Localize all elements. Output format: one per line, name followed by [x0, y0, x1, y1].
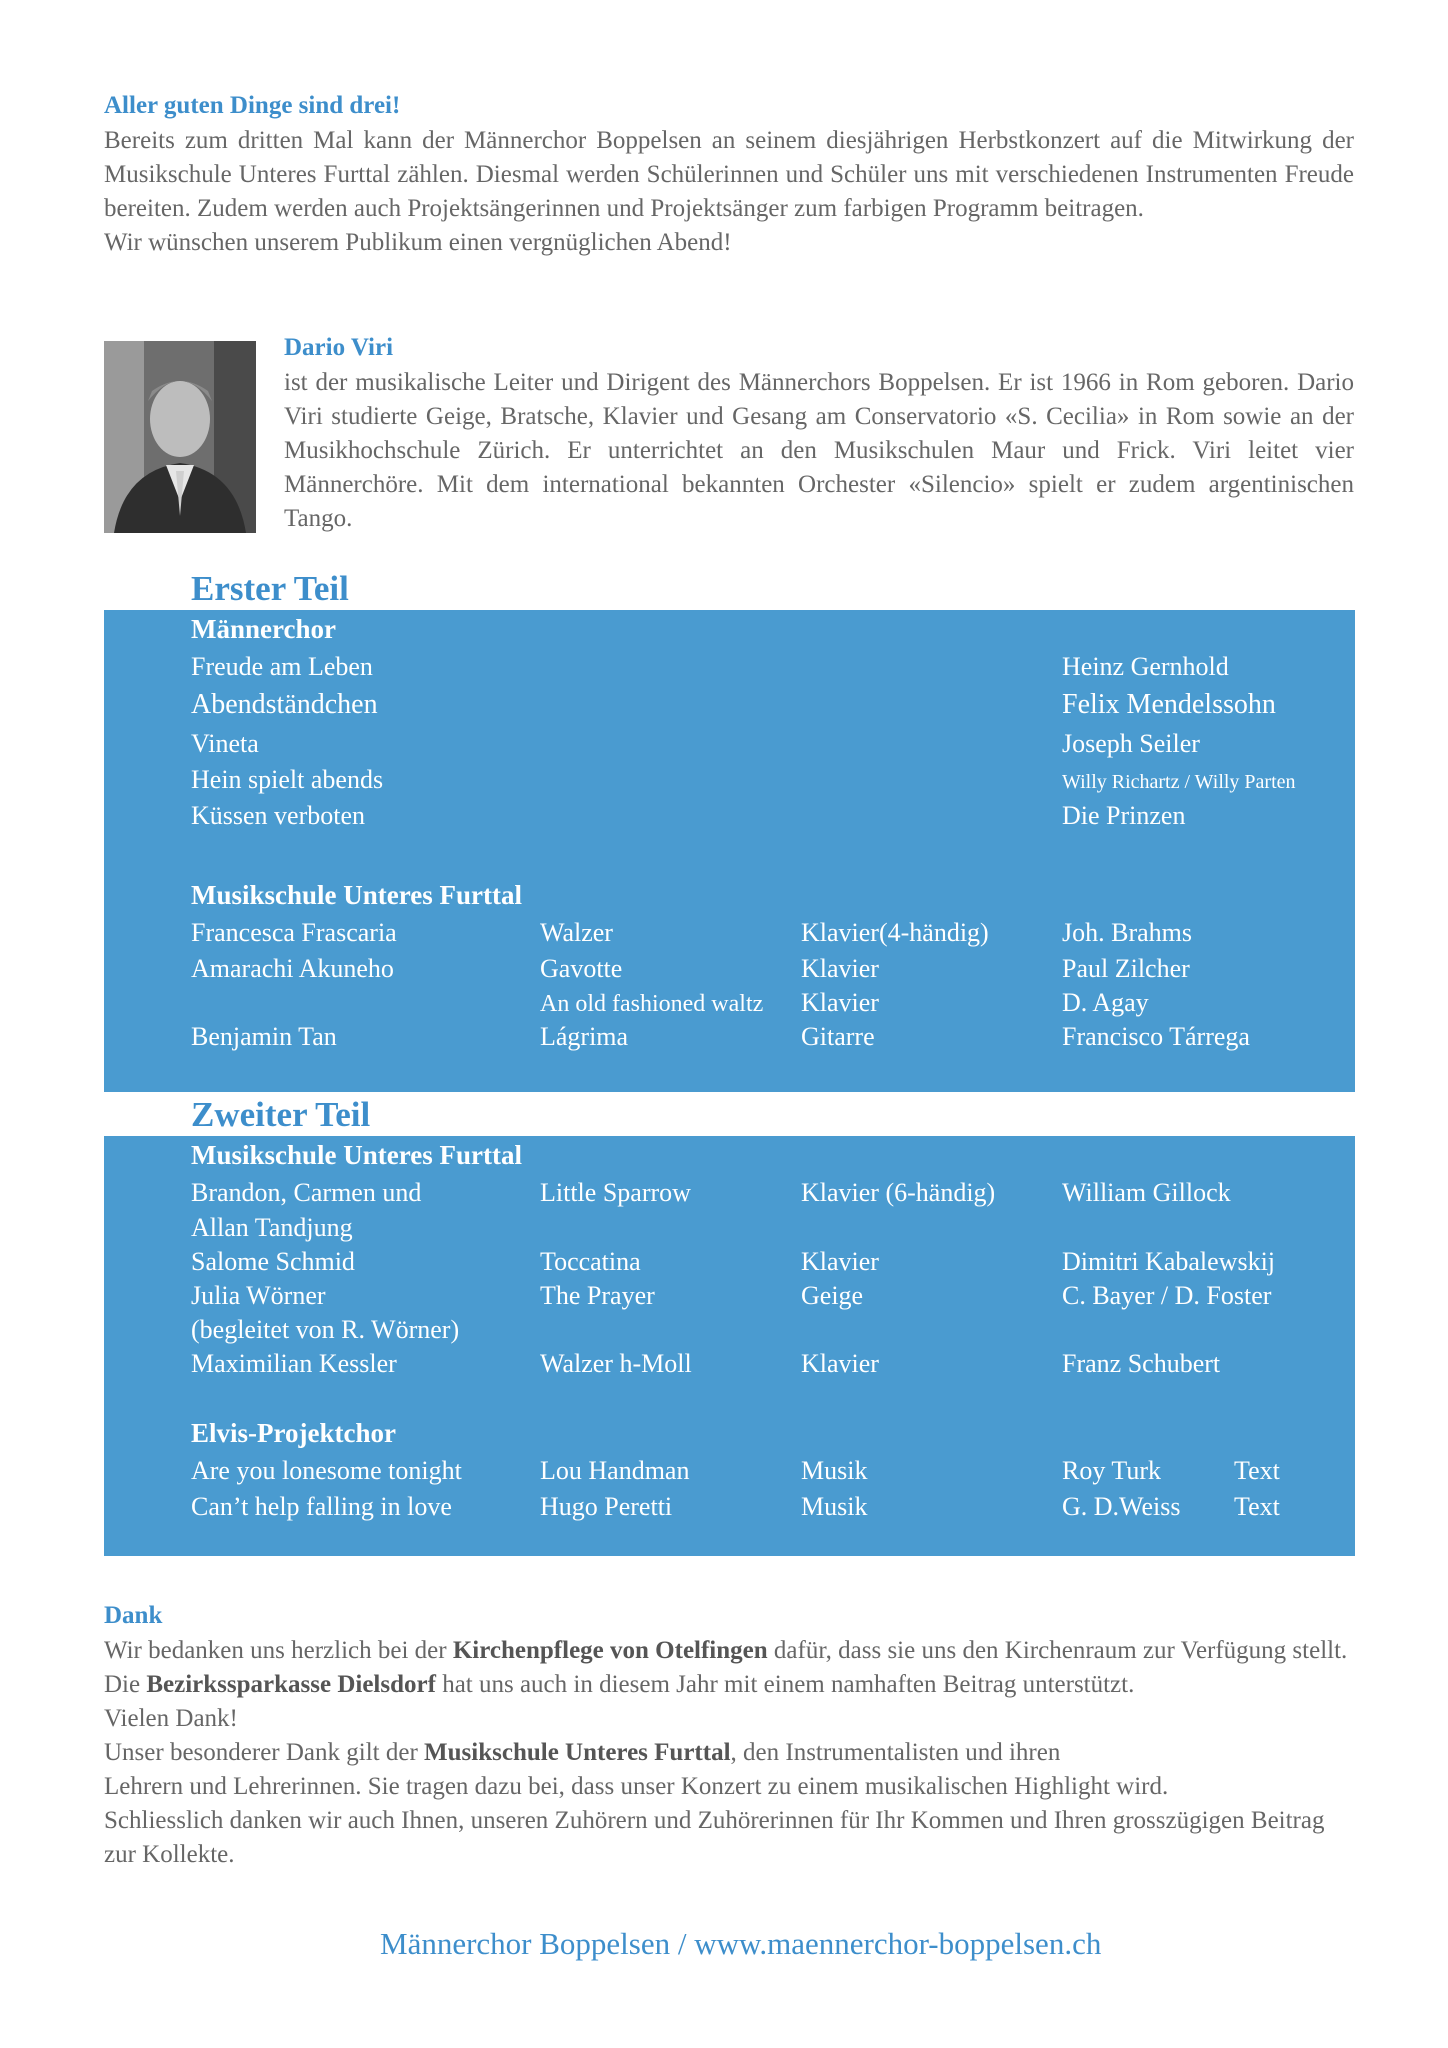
school-heading: Musikschule Unteres Furttal: [191, 1140, 522, 1170]
school-piece: Toccatina: [540, 1247, 641, 1276]
elvis-heading: Elvis-Projektchor: [191, 1418, 396, 1448]
choir-song-title: Hein spielt abends: [191, 765, 384, 794]
dank-text-part: Unser besonderer Dank gilt der: [104, 1739, 425, 1766]
school-composer: C. Bayer / D. Foster: [1062, 1281, 1272, 1310]
dank-sentence-4: [104, 1736, 1354, 1770]
choir-song-composer: Heinz Gernhold: [1062, 652, 1229, 681]
dank-sentence-1: [104, 1634, 1354, 1668]
choir-song-composer: Joseph Seiler: [1062, 729, 1200, 758]
dank-sentence-2: [104, 1668, 1354, 1702]
school-instrument: Klavier: [801, 1349, 879, 1378]
school-composer: Dimitri Kabalewskij: [1062, 1247, 1276, 1276]
school-piece: Walzer: [540, 918, 613, 947]
school-heading: Musikschule Unteres Furttal: [191, 880, 522, 910]
elvis-music-label: Musik: [801, 1492, 868, 1521]
school-performer: Julia Wörner: [191, 1281, 326, 1310]
school-performer-cont: Allan Tandjung: [191, 1213, 353, 1242]
school-instrument: Gitarre: [801, 1022, 875, 1051]
choir-song-title: Abendständchen: [191, 689, 378, 720]
conductor-bio: [284, 366, 1354, 536]
intro-paragraph: Bereits zum dritten Mal kann der Männerchor Boppelsen an seinem diesjährigen Herbstkonzert auf die Mitwirkung der Musikschule Unteres Furttal zählen. Diesmal werden Schülerinnen und Schüler uns mit verschiedenen Instrumenten Freude bereiten. Zudem werden auch Projektsängerinnen und Projektsänger zum farbigen Programm beitragen.: [104, 127, 1354, 222]
school-piece: Walzer h-Moll: [540, 1349, 692, 1378]
school-composer: D. Agay: [1062, 988, 1149, 1017]
dank-heading: Dank: [104, 1602, 163, 1629]
footer-link[interactable]: Männerchor Boppelsen / www.maennerchor-boppelsen.ch: [380, 1926, 1102, 1961]
elvis-song: Can’t help falling in love: [191, 1492, 452, 1521]
conductor-bio-text: ist der musikalische Leiter und Dirigent des Männerchors Boppelsen. Er ist 1966 in Rom geboren. Dario Viri studierte Geige, Bratsche, Klavier und Gesang am Conservatorio «S. Cecilia» in Rom sowie an der Musikhochschule Zürich. Er unterrichtet an den Musikschulen Maur und Frick. Viri leitet vier Männerchöre. Mit dem international bekannten Orchester «Silencio» spielt er zudem argentinischen Tango.: [284, 369, 1354, 532]
intro-wish: Wir wünschen unserem Publikum einen vergnüglichen Abend!: [104, 229, 732, 256]
elvis-text-by: Roy Turk: [1062, 1456, 1161, 1485]
dank-sponsor: Musikschule Unteres Furttal: [424, 1739, 731, 1766]
school-composer: Franz Schubert: [1062, 1349, 1221, 1378]
choir-song-title: Freude am Leben: [191, 652, 373, 681]
dank-text-part: dafür, dass sie uns den Kirchenraum zur Verfügung stellt.: [767, 1637, 1348, 1664]
dank-sentence-3: Vielen Dank!: [104, 1705, 238, 1732]
choir-song-title: Vineta: [191, 729, 259, 758]
elvis-text-label: Text: [1234, 1456, 1280, 1485]
school-performer: Francesca Frascaria: [191, 918, 397, 947]
school-composer: Paul Zilcher: [1062, 954, 1190, 983]
school-performer: Salome Schmid: [191, 1247, 355, 1276]
school-composer: Joh. Brahms: [1062, 918, 1192, 947]
school-composer: William Gillock: [1062, 1178, 1231, 1207]
school-performer: Maximilian Kessler: [191, 1349, 397, 1378]
dank-sentence-6: Schliesslich danken wir auch Ihnen, unseren Zuhörern und Zuhörerinnen für Ihr Kommen und Ihren grosszügigen Beitrag zur Kollekte.: [104, 1807, 1325, 1868]
conductor-photo: [104, 341, 256, 533]
elvis-text-label: Text: [1234, 1492, 1280, 1521]
dank-text: [104, 1634, 1354, 1872]
conductor-name: Dario Viri: [284, 334, 394, 361]
school-instrument: Klavier: [801, 954, 879, 983]
school-piece: Gavotte: [540, 954, 623, 983]
part2-title: Zweiter Teil: [191, 1095, 371, 1134]
school-performer: Brandon, Carmen und: [191, 1178, 422, 1207]
elvis-music-by: Hugo Peretti: [540, 1492, 673, 1521]
school-instrument: Klavier(4-händig): [801, 918, 989, 947]
choir-song-composer: Willy Richartz / Willy Parten: [1062, 771, 1296, 793]
school-instrument: Klavier: [801, 1247, 879, 1276]
school-piece: An old fashioned waltz: [540, 991, 764, 1017]
school-instrument: Klavier (6-händig): [801, 1178, 996, 1207]
elvis-song: Are you lonesome tonight: [191, 1456, 462, 1485]
intro-text: [104, 124, 1354, 260]
dank-text-part: , den Instrumentalisten und ihren: [730, 1739, 1061, 1766]
school-instrument: Klavier: [801, 988, 879, 1017]
part1-panel: [104, 610, 1355, 1092]
dank-text-part: Wir bedanken uns herzlich bei der: [104, 1637, 453, 1664]
choir-song-composer: Felix Mendelssohn: [1062, 689, 1276, 720]
choir-heading: Männerchor: [191, 614, 336, 644]
elvis-music-by: Lou Handman: [540, 1456, 690, 1485]
school-piece: Little Sparrow: [540, 1178, 691, 1207]
school-instrument: Geige: [801, 1281, 864, 1310]
school-performer-cont: (begleitet von R. Wörner): [191, 1315, 460, 1344]
school-piece: Lágrima: [540, 1022, 629, 1051]
choir-song-title: Küssen verboten: [191, 801, 366, 830]
intro-heading: Aller guten Dinge sind drei!: [104, 92, 401, 119]
part1-title: Erster Teil: [191, 569, 349, 608]
dank-sentence-5: Lehrern und Lehrerinnen. Sie tragen dazu bei, dass unser Konzert zu einem musikalischen Highlight wird.: [104, 1773, 1169, 1800]
part2-panel: [104, 1136, 1355, 1556]
choir-song-composer: Die Prinzen: [1062, 801, 1186, 830]
elvis-music-label: Musik: [801, 1456, 868, 1485]
elvis-text-by: G. D.Weiss: [1062, 1492, 1181, 1521]
dank-sponsor: Bezirkssparkasse Dielsdorf: [146, 1671, 436, 1698]
school-performer: Amarachi Akuneho: [191, 954, 394, 983]
dank-sponsor: Kirchenpflege von Otelfingen: [452, 1637, 768, 1664]
dank-text-part: hat uns auch in diesem Jahr mit einem namhaften Beitrag unterstützt.: [435, 1671, 1135, 1698]
school-piece: The Prayer: [540, 1281, 655, 1310]
school-composer: Francisco Tárrega: [1062, 1022, 1250, 1051]
school-performer: Benjamin Tan: [191, 1022, 337, 1051]
portrait-icon: [104, 341, 256, 533]
dank-text-part: Die: [104, 1671, 147, 1698]
